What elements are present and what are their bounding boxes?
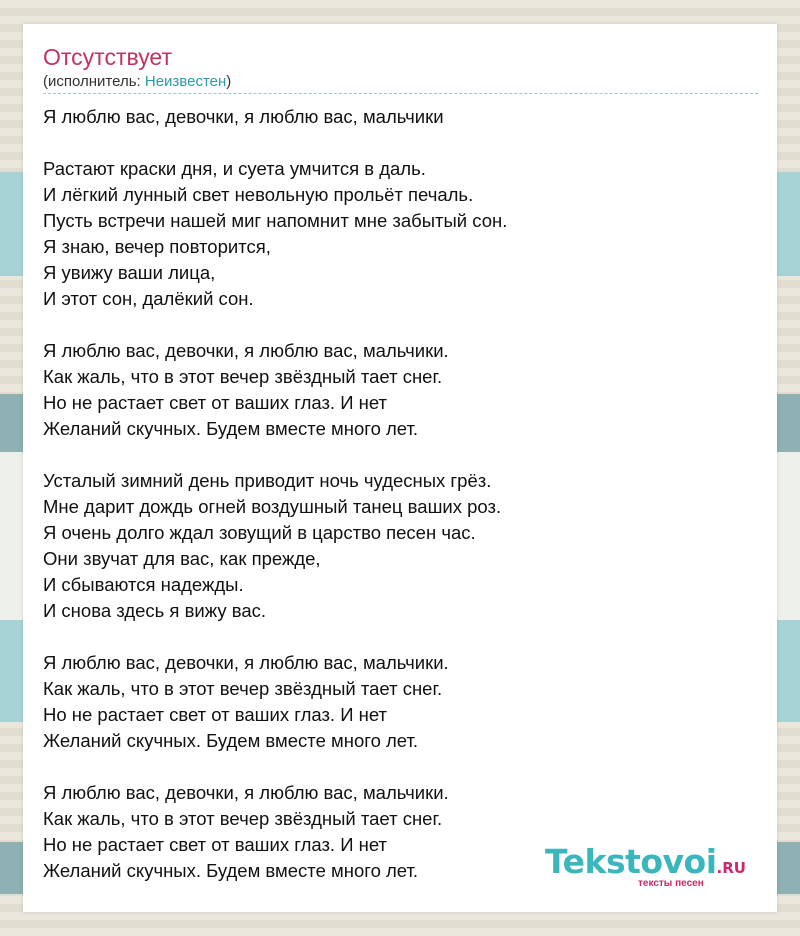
stanza-gap bbox=[43, 624, 507, 650]
lyric-line: Как жаль, что в этот вечер звёздный тает снег. bbox=[43, 366, 443, 387]
lyric-line: Пусть встречи нашей миг напомнит мне забытый сон. bbox=[43, 210, 508, 231]
lyric-line: Я люблю вас, девочки, я люблю вас, мальчики bbox=[43, 106, 444, 127]
lyric-line: Растают краски дня, и суета умчится в даль. bbox=[43, 158, 426, 179]
song-title: Отсутствует bbox=[43, 44, 172, 70]
lyric-line: Но не растает свет от ваших глаз. И нет bbox=[43, 834, 388, 855]
lyric-line: Я люблю вас, девочки, я люблю вас, мальчики. bbox=[43, 340, 449, 361]
artist-prefix: (исполнитель: bbox=[43, 73, 145, 90]
lyric-line: И лёгкий лунный свет невольную прольёт печаль. bbox=[43, 184, 474, 205]
stanza-gap bbox=[43, 442, 507, 468]
stanza-gap bbox=[43, 754, 507, 780]
stanza-gap bbox=[43, 130, 507, 156]
logo-name: Tekstovoi bbox=[545, 842, 717, 881]
lyric-line: Я увижу ваши лица, bbox=[43, 262, 216, 283]
artist-line bbox=[43, 73, 231, 91]
lyric-line: И снова здесь я вижу вас. bbox=[43, 600, 267, 621]
lyric-line: Желаний скучных. Будем вместе много лет. bbox=[43, 418, 419, 439]
lyric-line: Желаний скучных. Будем вместе много лет. bbox=[43, 860, 419, 881]
logo-tagline: тексты песен bbox=[638, 878, 704, 889]
lyric-line: И этот сон, далёкий сон. bbox=[43, 288, 254, 309]
lyric-line: Я знаю, вечер повторится, bbox=[43, 236, 271, 257]
lyric-line: Усталый зимний день приводит ночь чудесных грёз. bbox=[43, 470, 492, 491]
stanza-gap bbox=[43, 312, 507, 338]
lyric-line: Я очень долго ждал зовущий в царство песен час. bbox=[43, 522, 476, 543]
lyric-line: Но не растает свет от ваших глаз. И нет bbox=[43, 704, 388, 725]
lyric-line: Я люблю вас, девочки, я люблю вас, мальчики. bbox=[43, 652, 449, 673]
logo-domain: .RU bbox=[716, 859, 746, 877]
lyrics-card bbox=[23, 24, 777, 912]
lyric-line: Но не растает свет от ваших глаз. И нет bbox=[43, 392, 388, 413]
divider bbox=[43, 93, 758, 94]
lyric-line: Как жаль, что в этот вечер звёздный тает снег. bbox=[43, 678, 443, 699]
lyric-line: И сбываются надежды. bbox=[43, 574, 244, 595]
lyric-line: Я люблю вас, девочки, я люблю вас, мальчики. bbox=[43, 782, 449, 803]
site-logo[interactable] bbox=[545, 844, 746, 890]
lyric-line: Как жаль, что в этот вечер звёздный тает снег. bbox=[43, 808, 443, 829]
lyric-line: Мне дарит дождь огней воздушный танец ваших роз. bbox=[43, 496, 502, 517]
lyric-line: Они звучат для вас, как прежде, bbox=[43, 548, 321, 569]
lyrics-text bbox=[43, 104, 507, 884]
artist-link[interactable]: Неизвестен bbox=[144, 73, 227, 90]
artist-suffix: ) bbox=[226, 73, 232, 90]
lyric-line: Желаний скучных. Будем вместе много лет. bbox=[43, 730, 419, 751]
